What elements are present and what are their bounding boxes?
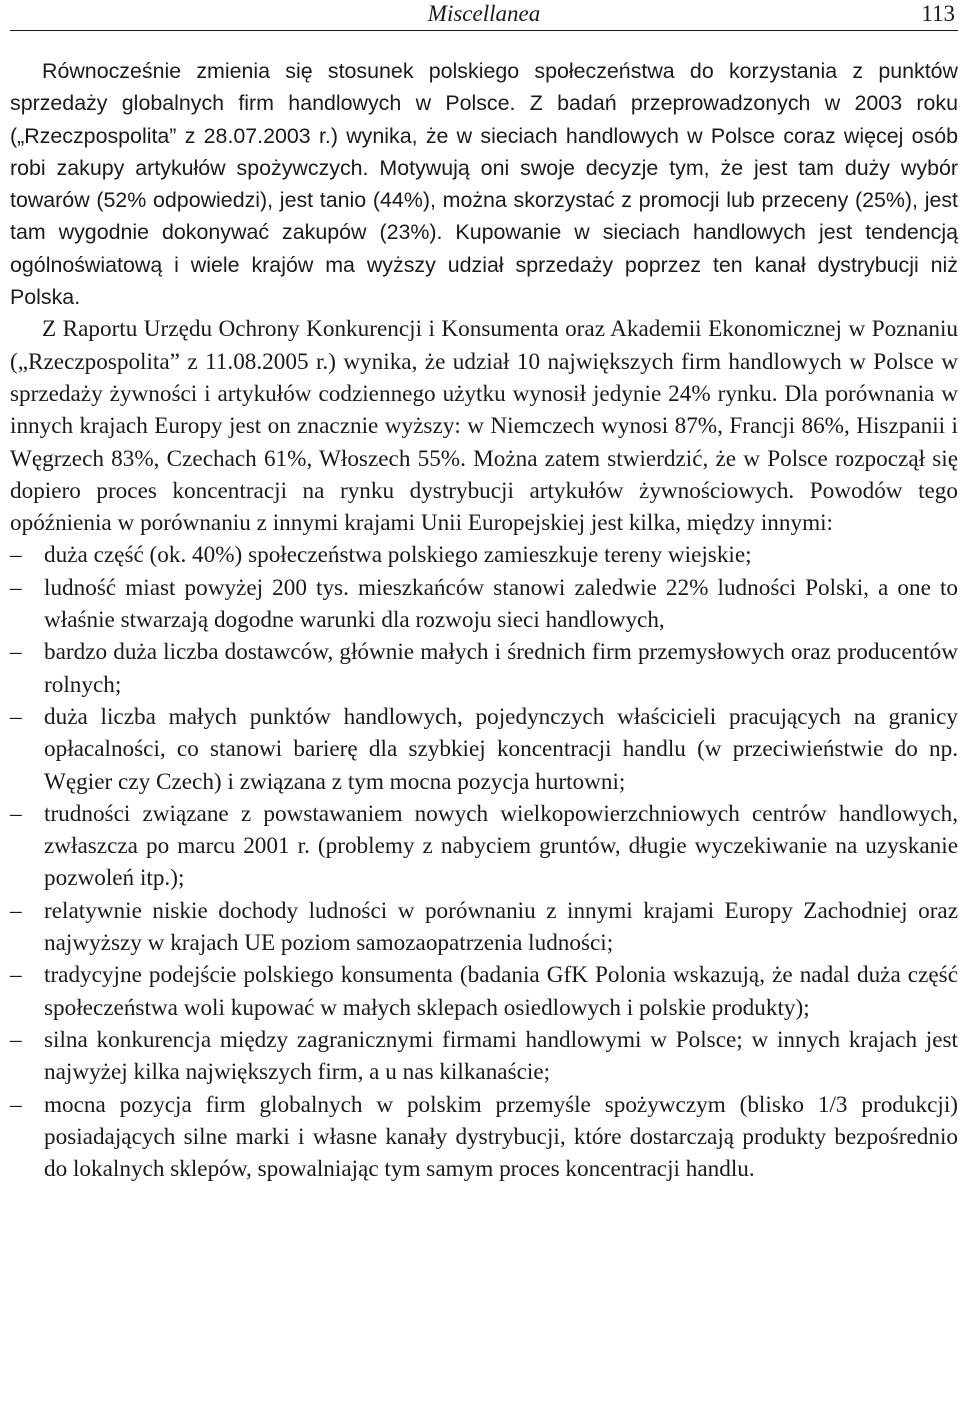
document-body bbox=[10, 55, 958, 1185]
section-title: Miscellanea bbox=[427, 1, 541, 26]
list-item-text: trudności związane z powstawaniem nowych wielkopowierzchniowych centrów handlowych, zwłaszcza po marcu 2001 r. (problemy z nabyciem gruntów, długie wyczekiwanie na uzyskanie pozwoleń itp.); bbox=[44, 800, 958, 892]
document-page bbox=[10, 0, 958, 1185]
dash-marker: – bbox=[10, 542, 22, 569]
paragraph-intro: Równocześnie zmienia się stosunek polskiego społeczeństwa do korzystania z punktów sprzedaży globalnych firm handlowych w Polsce. Z badań przeprowadzonych w 2003 roku („Rzeczpospolita” z 28.07.2003 r.) wynika, że w sieciach handlowych w Polsce coraz więcej osób robi zakupy artykułów spożywczych. Motywują oni swoje decyzje tym, że jest tam duży wybór towarów (52% odpowiedzi), jest tanio (44%), można skorzystać z promocji lub przeceny (25%), jest tam wygodnie dokonywać zakupów (23%). Kupowanie w sieciach handlowych jest tendencją ogólnoświatową i wiele krajów ma wyższy udział sprzedaży poprzez ten kanał dystrybucji niż Polska. bbox=[10, 59, 958, 310]
dash-marker: – bbox=[10, 897, 22, 924]
dash-marker: – bbox=[10, 1091, 22, 1118]
list-item-text: mocna pozycja firm globalnych w polskim przemyśle spożywczym (blisko 1/3 produkcji) posiadających silne marki i własne kanały dystrybucji, które dostarczają produkty bezpośrednio do lokalnych sklepów, spowalniając tym samym proces koncentracji handlu. bbox=[44, 1091, 958, 1183]
list-item bbox=[10, 572, 958, 637]
dash-marker: – bbox=[10, 1026, 22, 1053]
list-item bbox=[10, 539, 958, 571]
list-item bbox=[10, 895, 958, 960]
reasons-list bbox=[10, 539, 958, 1185]
running-header bbox=[10, 0, 958, 31]
list-item bbox=[10, 959, 958, 1024]
list-item-text: duża część (ok. 40%) społeczeństwa polskiego zamieszkuje tereny wiejskie; bbox=[44, 542, 752, 569]
list-item-text: bardzo duża liczba dostawców, głównie małych i średnich firm przemysłowych oraz producentów rolnych; bbox=[44, 639, 958, 698]
dash-marker: – bbox=[10, 962, 22, 989]
dash-marker: – bbox=[10, 639, 22, 666]
dash-marker: – bbox=[10, 800, 22, 827]
list-item-text: duża liczba małych punktów handlowych, pojedynczych właścicieli pracujących na granicy opłacalności, co stanowi barierę dla szybkiej koncentracji handlu (w przeciwieństwie do np. Węgier czy Czech) i związana z tym mocna pozycja hurtowni; bbox=[44, 703, 958, 795]
page-number: 113 bbox=[921, 1, 955, 26]
list-item bbox=[10, 1024, 958, 1089]
paragraph-report: Z Raportu Urzędu Ochrony Konkurencji i Konsumenta oraz Akademii Ekonomicznej w Poznaniu („Rzeczpospolita” z 11.08.2005 r.) wynika, że udział 10 największych firm handlowych w Polsce w sprzedaży żywności i artykułów codziennego użytku wynosił jedynie 24% rynku. Dla porównania w innych krajach Europy jest on znacznie wyższy: w Niemczech wynosi 87%, Francji 86%, Hiszpanii i Węgrzech 83%, Czechach 61%, Włoszech 55%. Można zatem stwierdzić, że w Polsce rozpoczął się dopiero proces koncentracji na rynku dystrybucji artykułów żywnościowych. Powodów tego opóźnienia w porównaniu z innymi krajami Unii Europejskiej jest kilka, między innymi: bbox=[10, 316, 958, 537]
list-item-text: tradycyjne podejście polskiego konsumenta (badania GfK Polonia wskazują, że nadal duża część społeczeństwa woli kupować w małych sklepach osiedlowych i polskie produkty); bbox=[44, 962, 958, 1021]
list-item-text: silna konkurencja między zagranicznymi firmami handlowymi w Polsce; w innych krajach jest najwyżej kilka największych firm, a u nas kilkanaście; bbox=[44, 1026, 958, 1086]
list-item-text: ludność miast powyżej 200 tys. mieszkańców stanowi zaledwie 22% ludności Polski, a one to właśnie stwarzają dogodne warunki dla rozwoju sieci handlowych, bbox=[44, 574, 958, 634]
list-item bbox=[10, 636, 958, 701]
list-item bbox=[10, 798, 958, 895]
dash-marker: – bbox=[10, 703, 22, 730]
list-item-text: relatywnie niskie dochody ludności w porównaniu z innymi krajami Europy Zachodniej oraz najwyższy w krajach UE poziom samozaopatrzenia ludności; bbox=[44, 897, 958, 957]
dash-marker: – bbox=[10, 574, 22, 601]
list-item bbox=[10, 1089, 958, 1186]
list-item bbox=[10, 701, 958, 798]
